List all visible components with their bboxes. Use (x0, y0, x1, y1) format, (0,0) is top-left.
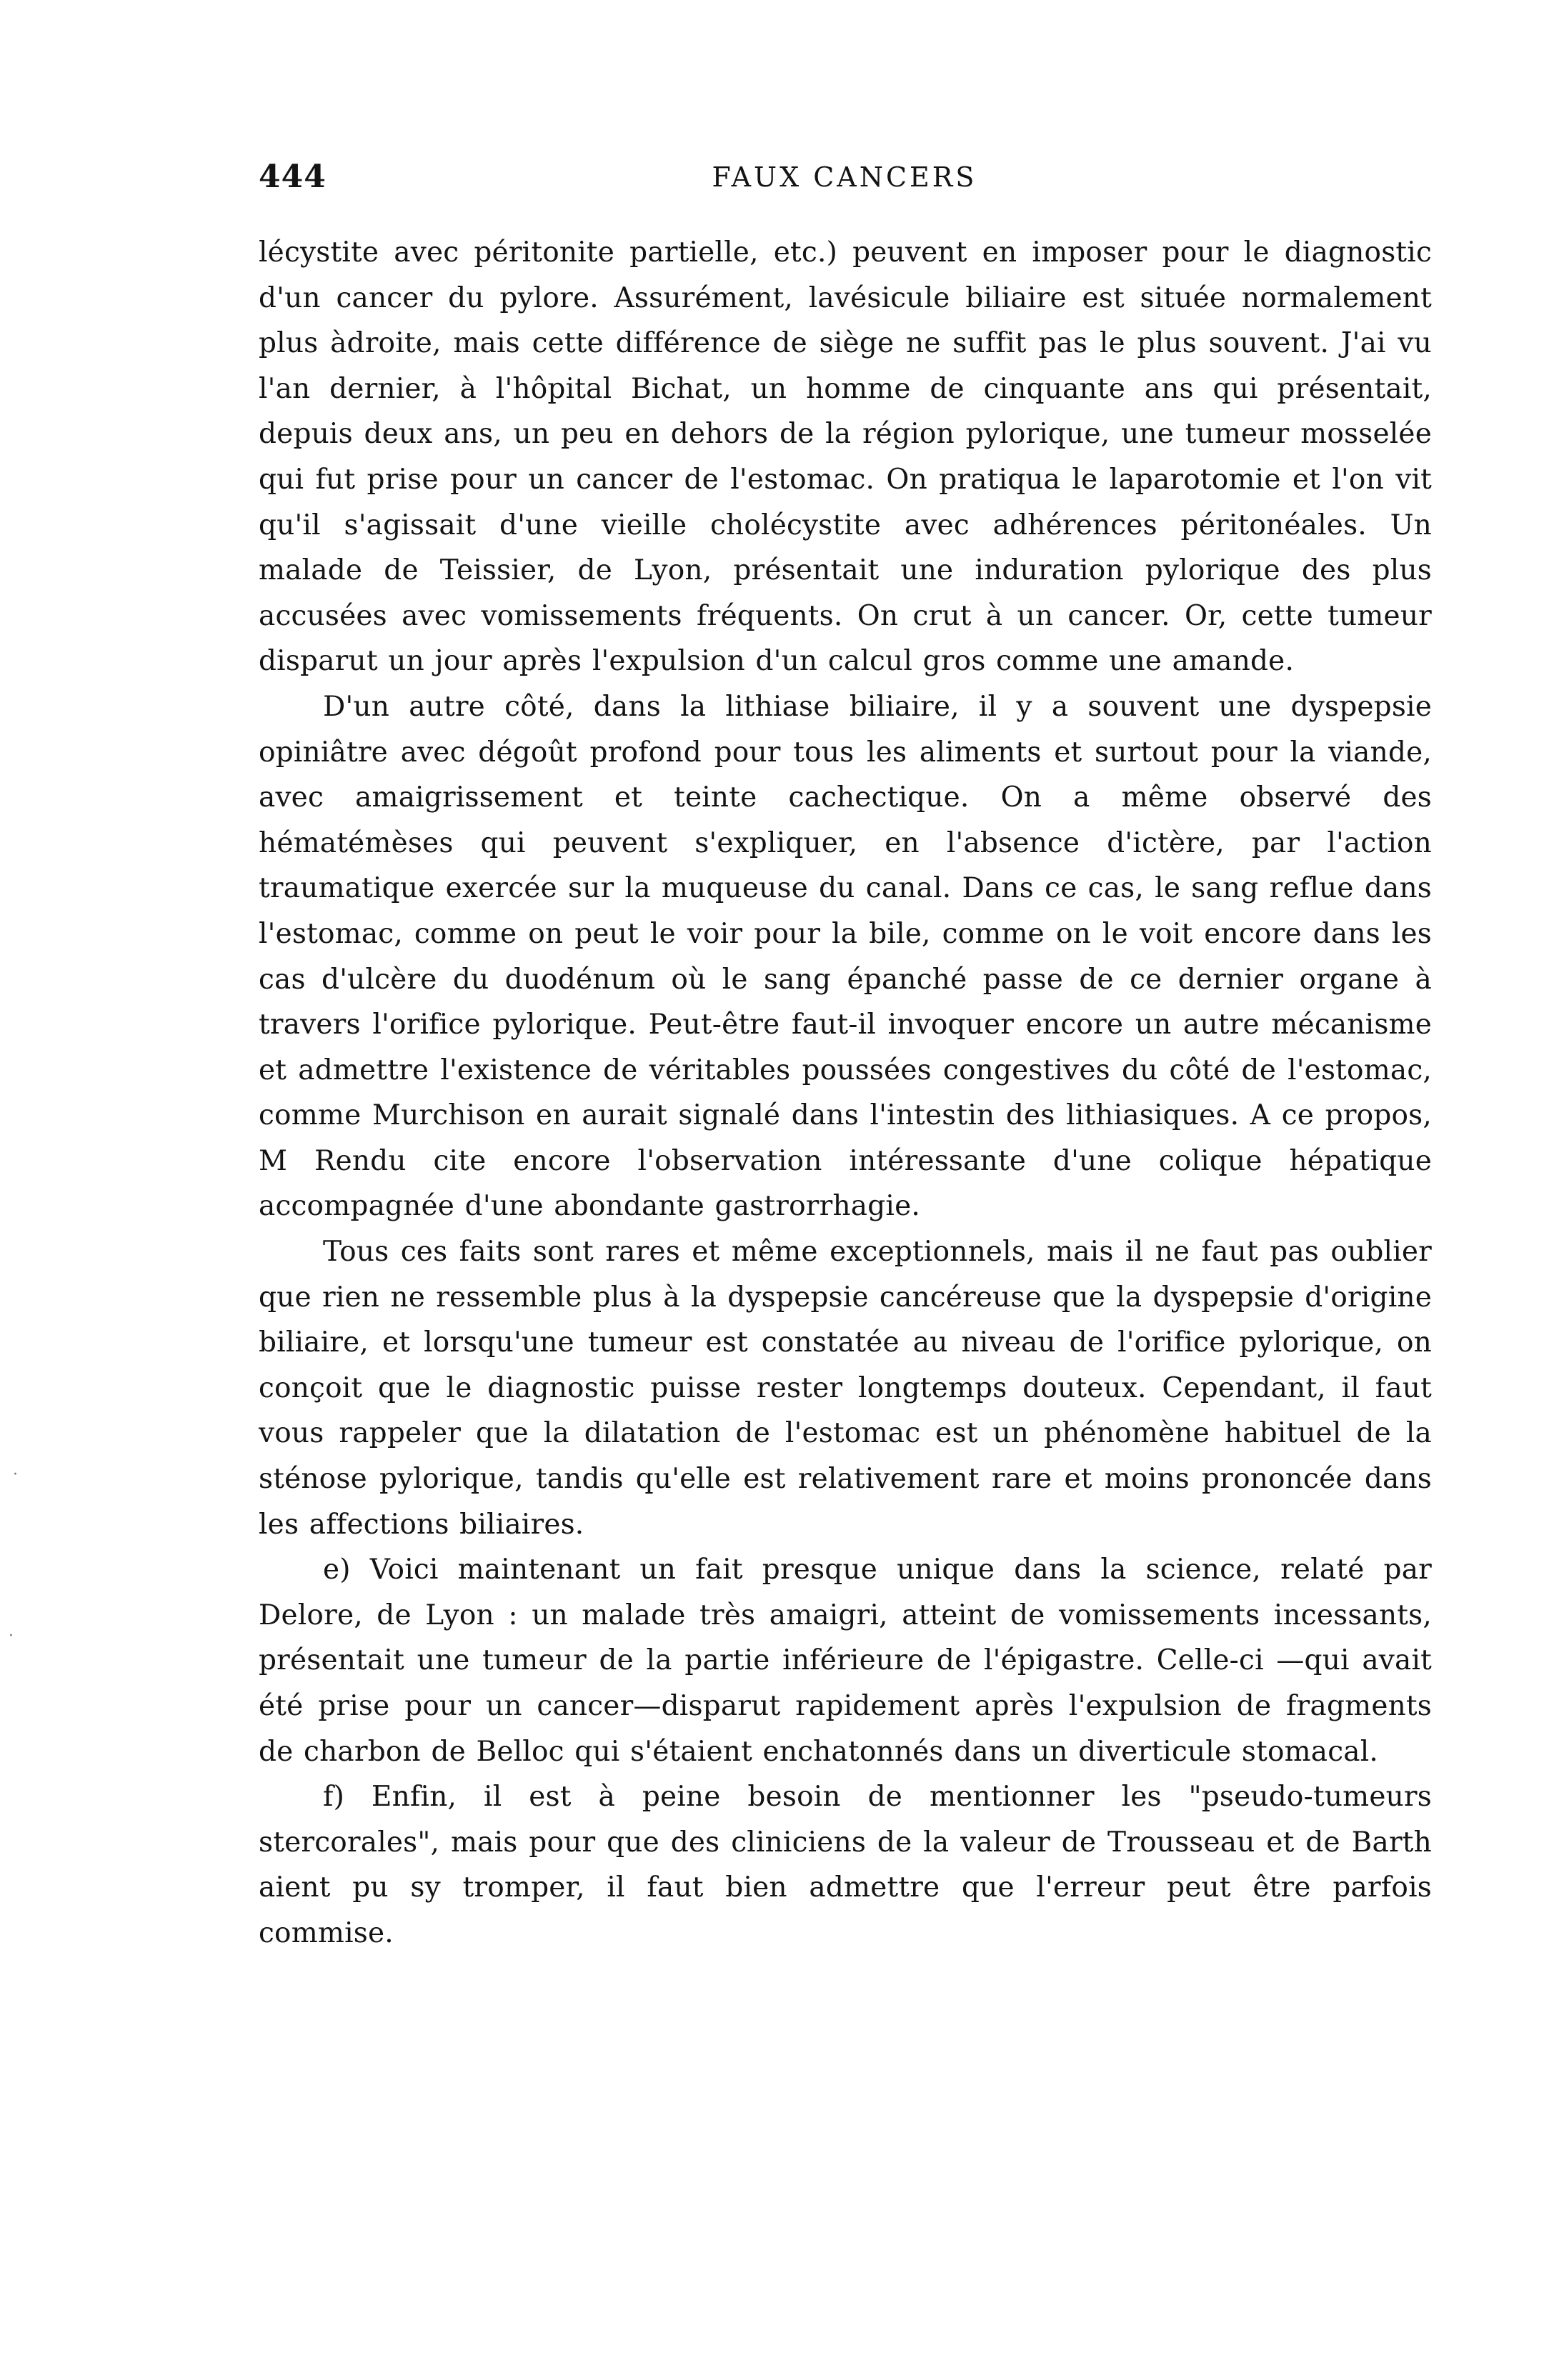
margin-speck: · (13, 1466, 18, 1484)
margin-speck: · (9, 1627, 14, 1645)
paragraph-exceptional-facts: Tous ces faits sont rares et même exceptionnels, mais il ne faut pas oublier que rien ne ressemble plus à la dyspepsie cancéreuse que la dyspepsie d'origine biliaire, et lorsqu'une tumeur est constatée au niveau de l'orifice pylorique, on conçoit que le diagnostic puisse rester longtemps douteux. Cependant, il faut vous rappeler que la dilatation de l'estomac est un phénomène habituel de la sténose pylorique, tandis qu'elle est relativement rare et moins prononcée dans les affections biliaires. (259, 1236, 1432, 1541)
running-title: FAUX CANCERS (712, 161, 977, 193)
page-number: 444 (259, 159, 327, 195)
paragraph-biliary-lithiasis: D'un autre côté, dans la lithiase biliaire, il y a souvent une dyspepsie opiniâtre avec dégoût profond pour tous les aliments et surtout pour la viande, avec amaigrissement et teinte cachectique. On a même observé des hématémèses qui peuvent s'expliquer, en l'absence d'ictère, par l'action traumatique exercée sur la muqueuse du canal. Dans ce cas, le sang reflue dans l'estomac, comme on peut le voir pour la bile, comme on le voit encore dans les cas d'ulcère du duodénum où le sang épanché passe de ce dernier organe à travers l'orifice pylorique. Peut-être faut-il invoquer encore un autre mécanisme et admettre l'existence de véritables poussées congestives du côté de l'estomac, comme Murchison en aurait signalé dans l'intestin des lithiasiques. A ce propos, M Rendu cite encore l'observation intéressante d'une colique hépatique accompagnée d'une abondante gastrorrhagie. (259, 690, 1432, 1223)
paragraph-gallbladder-tumor: lécystite avec péritonite partielle, etc.) peuvent en imposer pour le diagnostic d'un cancer du pylore. Assurément, lavésicule biliaire est située normalement plus àdroite, mais cette différence de siège ne suffit pas le plus souvent. J'ai vu l'an dernier, à l'hôpital Bichat, un homme de cinquante ans qui présentait, depuis deux ans, un peu en dehors de la région pylorique, une tumeur mosselée qui fut prise pour un cancer de l'estomac. On pratiqua le laparotomie et l'on vit qu'il s'agissait d'une vieille cholécystite avec adhérences péritonéales. Un malade de Teissier, de Lyon, présentait une induration pylorique des plus accusées avec vomissements fréquents. On crut à un cancer. Or, cette tumeur disparut un jour après l'expulsion d'un calcul gros comme une amande. (259, 236, 1432, 678)
running-head (259, 159, 1430, 209)
body-text (259, 230, 1432, 1956)
paragraph-case-e: e) Voici maintenant un fait presque unique dans la science, relaté par Delore, de Lyon : un malade très amaigri, atteint de vomissements incessants, présentait une tumeur de la partie inférieure de l'épigastre. Celle-ci —qui avait été prise pour un cancer—disparut rapidement après l'expulsion de fragments de charbon de Belloc qui s'étaient enchatonnés dans un diverticule stomacal. (259, 1554, 1432, 1768)
paragraph-case-f: f) Enfin, il est à peine besoin de mentionner les "pseudo-tumeurs stercorales", mais pour que des cliniciens de la valeur de Trousseau et de Barth aient pu sy tromper, il faut bien admettre que l'erreur peut être parfois commise. (259, 1781, 1432, 1949)
